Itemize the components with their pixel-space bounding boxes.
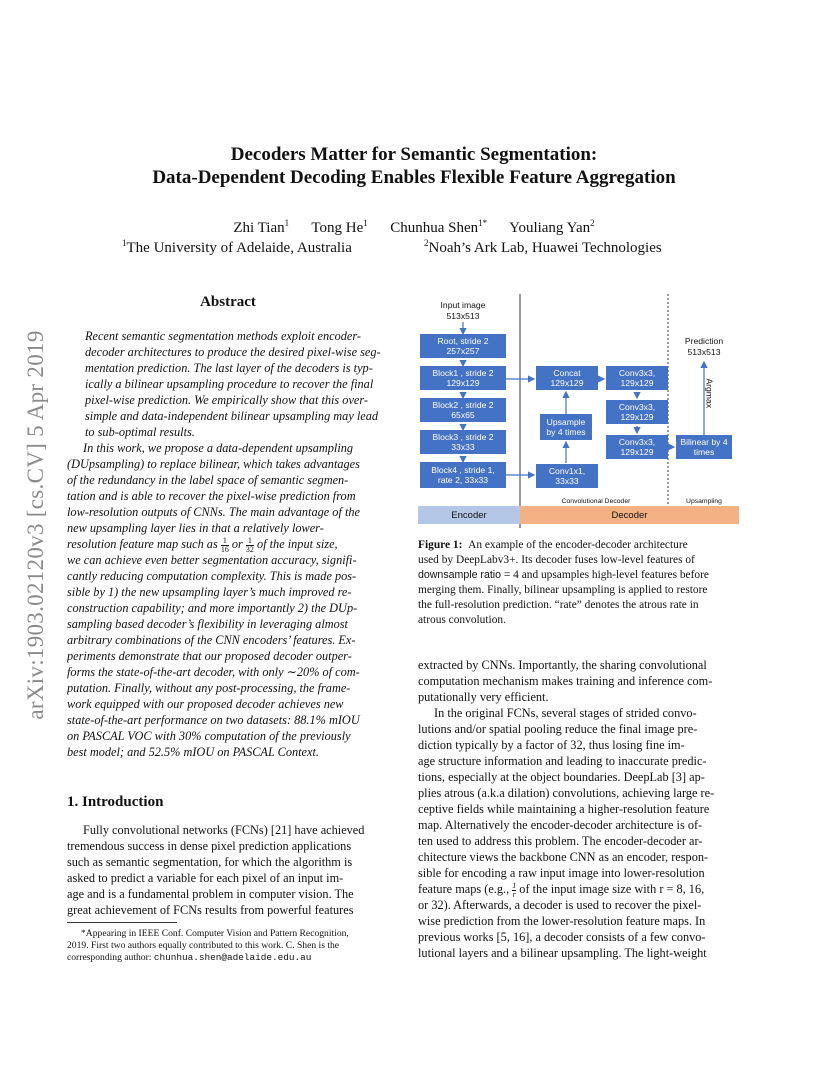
block-title: Conv3x3,	[618, 367, 656, 378]
text-line: construction capability; and more importantly 2) the DUp-	[67, 601, 358, 615]
fraction-denominator: 16	[220, 544, 229, 552]
block-size: 129x129	[620, 378, 654, 388]
author-sup: 2	[590, 218, 595, 228]
abstract-paragraph-2	[67, 440, 388, 536]
fraction-1-16	[221, 537, 229, 552]
author-name: Chunhua Shen	[390, 220, 479, 236]
abstract-body	[67, 328, 388, 760]
paper-title-line-2: Data-Dependent Decoding Enables Flexible Feature Aggregation	[152, 167, 676, 188]
text-line: ten used to address this problem. The encoder-decoder ar-	[418, 834, 703, 848]
caption-line	[418, 538, 739, 553]
right-paragraph-2	[418, 705, 739, 881]
text-fragment: or	[228, 537, 246, 551]
author-sup: 1	[363, 218, 368, 228]
text-line: diction typically by a factor of 32, thus losing fine im-	[418, 738, 685, 752]
abstract-paragraph-1	[67, 328, 388, 440]
text-line: chitecture views the backbone CNN as an encoder, respon-	[418, 850, 709, 864]
affiliation-sup: 2	[424, 238, 429, 248]
text-line: tation and is able to recover the pixel-wise prediction from	[67, 489, 356, 503]
text-line: In this work, we propose a data-dependent upsampling	[83, 441, 354, 455]
author-name: Youliang Yan	[509, 220, 591, 236]
footnote-text: corresponding author:	[67, 952, 154, 963]
decoder-bar: Decoder	[520, 506, 739, 524]
introduction-heading: 1. Introduction	[67, 794, 164, 810]
text-line: previous works [5, 16], a decoder consists of a few convo-	[418, 930, 706, 944]
introduction-body	[67, 822, 388, 918]
introduction-paragraph	[67, 822, 388, 918]
encoder-bar: Encoder	[418, 506, 520, 524]
upsample-block	[540, 414, 592, 440]
block-title: Block4 , stride 1,	[431, 464, 495, 475]
caption-line: used by DeepLabv3+. Its decoder fuses low-level features of	[418, 554, 695, 566]
block-title: Conv1x1,	[548, 465, 586, 476]
text-line: best model; and 52.5% mIOU on PASCAL Context.	[67, 745, 319, 759]
text-line: extracted by CNNs. Importantly, the sharing convolutional	[418, 658, 707, 672]
fraction-denominator: 32	[245, 544, 254, 552]
text-line: age structure information and leading to inaccurate predic-	[418, 754, 707, 768]
block-size: 129x129	[446, 378, 480, 388]
text-line: mentation prediction. The last layer of the decoders is typ-	[85, 361, 373, 375]
text-line: putationally very efficient.	[418, 690, 549, 704]
paper-title-line-1: Decoders Matter for Semantic Segmentation:	[230, 144, 598, 165]
author-name: Zhi Tian	[233, 220, 285, 236]
caption-text: An example of the encoder-decoder architecture	[468, 539, 688, 551]
text-line: age and is a fundamental problem in computer vision. The	[67, 887, 354, 901]
argmax-label: Argmax	[704, 378, 715, 409]
text-line: wise prediction from the lower-resolution feature maps. In	[418, 914, 706, 928]
text-fragment: of the input size,	[253, 537, 338, 551]
arxiv-id-text: arXiv:1903.02120v3 [cs.CV] 5 Apr 2019	[23, 330, 48, 720]
block-title: Block2 , stride 2	[432, 399, 494, 410]
fraction-denominator: r	[512, 889, 516, 897]
prediction-text: Prediction	[684, 336, 724, 346]
conv3x3-block-2	[606, 400, 668, 424]
fraction-numerator: 1	[512, 881, 517, 890]
arxiv-identifier	[14, 290, 58, 760]
encoder-block-1	[420, 366, 506, 390]
text-fragment: resolution feature map such as	[67, 537, 221, 551]
text-line: we can achieve even better segmentation accuracy, signifi-	[67, 553, 357, 567]
bilinear-block	[676, 435, 732, 459]
text-line: sible by 1) the new upsampling layer’s much improved re-	[67, 585, 352, 599]
text-line: work equipped with our proposed decoder achieves new	[67, 697, 344, 711]
affiliation-1	[122, 238, 352, 257]
block-title: Block1 , stride 2	[432, 367, 494, 378]
block-size: times	[693, 447, 715, 457]
text-line: such as semantic segmentation, for which the algorithm is	[67, 855, 353, 869]
input-size-text: 513x513	[446, 310, 480, 321]
text-line: tions, especially at the object boundaries. DeepLab [3] ap-	[418, 770, 705, 784]
text-fragment: of the input image size with r = 8, 16,	[516, 882, 705, 896]
right-paragraph-2-cont	[418, 897, 739, 961]
block-size: 33x33	[555, 476, 579, 486]
right-fraction-line	[418, 881, 739, 897]
text-line: Fully convolutional networks (FCNs) [21] have achieved	[83, 823, 365, 837]
author-list	[0, 218, 828, 237]
block-size: 129x129	[620, 447, 654, 457]
block-size: 33x33	[451, 442, 475, 452]
input-label-text: Input image	[440, 300, 486, 310]
text-line: ically a bilinear upsampling procedure to recover the final	[85, 377, 374, 391]
affiliation-2	[424, 238, 662, 257]
encoder-block-root	[420, 334, 506, 358]
text-line: cantly reducing computation complexity. This is made pos-	[67, 569, 357, 583]
text-line: In the original FCNs, several stages of strided convo-	[434, 706, 697, 720]
caption-line: merging them. Finally, bilinear upsampling is applied to restore	[418, 584, 708, 596]
abstract-heading: Abstract	[200, 294, 256, 310]
footnote-line	[67, 952, 388, 964]
text-line: map. Alternatively the encoder-decoder architecture is of-	[418, 818, 703, 832]
text-line: decoder architectures to produce the desired pixel-wise seg-	[85, 345, 381, 359]
block-title: Concat	[553, 367, 581, 378]
caption-line	[418, 568, 739, 583]
text-line: Recent semantic segmentation methods exploit encoder-	[85, 329, 362, 343]
text-line: forms the state-of-the-art decoder, with only ∼20% of com-	[67, 665, 360, 679]
text-line: lutional layers and a bilinear upsampling. The light-weight	[418, 946, 707, 960]
figure-1-caption	[418, 538, 739, 628]
block-title: Upsample	[546, 416, 586, 427]
upsampling-label: Upsampling	[686, 498, 722, 505]
author-sup: 1*	[478, 218, 488, 228]
affiliation-sup: 1	[122, 238, 127, 248]
prediction-label	[672, 336, 736, 357]
block-title: Block3 , stride 2	[432, 431, 494, 442]
block-size: 257x257	[446, 346, 480, 356]
block-title: Conv3x3,	[618, 436, 656, 447]
footnote-line: 2019. First two authors equally contributed to this work. C. Shen is the	[67, 940, 340, 951]
block-size: 129x129	[550, 378, 584, 388]
text-line: new upsampling layer lies in that a relatively lower-	[67, 521, 324, 535]
text-line: asked to predict a variable for each pixel of an input im-	[67, 871, 344, 885]
footnote-line: *Appearing in IEEE Conf. Computer Vision and Pattern Recognition,	[81, 928, 349, 939]
text-line: plies atrous (a.k.a dilation) convolutions, achieving large re-	[418, 786, 715, 800]
text-line: putation. Finally, without any post-processing, the frame-	[67, 681, 351, 695]
prediction-size: 513x513	[687, 346, 721, 357]
caption-text: = 4 and upsamples high-level features before	[501, 569, 709, 581]
conv3x3-block-3	[606, 435, 668, 459]
text-line: pixel-wise prediction. We empirically show that this over-	[85, 393, 368, 407]
text-line: sampling based decoder’s flexibility in leveraging almost	[67, 617, 348, 631]
block-title: Bilinear by 4	[680, 436, 728, 447]
caption-code: downsample ratio	[418, 569, 502, 581]
caption-line: atrous convolution.	[418, 614, 506, 626]
fraction-numerator: 1	[247, 536, 252, 545]
text-line: of the redundancy in the label space of semantic segmen-	[67, 473, 349, 487]
figure-1-diagram	[418, 292, 739, 528]
convolutional-decoder-label: Convolutional Decoder	[561, 498, 631, 505]
conv1x1-block	[536, 464, 598, 488]
text-line: periments demonstrate that our proposed decoder outper-	[67, 649, 352, 663]
conv3x3-block-1	[606, 366, 668, 390]
text-line: sible for encoding a raw input image into lower-resolution	[418, 866, 705, 880]
concat-block	[536, 366, 598, 390]
abstract-fraction-line	[67, 536, 388, 552]
right-column-body	[418, 657, 739, 961]
text-line: lutions and/or spatial pooling reduce the final image pre-	[418, 722, 698, 736]
block-title: Conv3x3,	[618, 401, 656, 412]
block-size: 65x65	[451, 410, 475, 420]
author-sup: 1	[284, 218, 290, 228]
text-line: low-resolution outputs of CNNs. The main advantage of the	[67, 505, 360, 519]
block-title: Root, stride 2	[437, 335, 489, 346]
encoder-block-2	[420, 398, 506, 422]
abstract-paragraph-2-cont	[67, 552, 388, 760]
block-size: rate 2, 33x33	[437, 475, 489, 485]
affiliation-text: Noah’s Ark Lab, Huawei Technologies	[428, 240, 662, 256]
fraction-numerator: 1	[222, 536, 227, 545]
input-image-label	[428, 300, 498, 321]
text-line: ceptive fields while maintaining a higher-resolution feature	[418, 802, 710, 816]
right-paragraph-1	[418, 657, 739, 705]
text-line: or 32). Afterwards, a decoder is used to recover the pixel-	[418, 898, 702, 912]
text-line: computation mechanism makes training and inference com-	[418, 674, 713, 688]
text-line: arbitrary combinations of the CNN encoders’ features. Ex-	[67, 633, 356, 647]
encoder-block-4	[420, 462, 506, 488]
caption-label: Figure 1:	[418, 539, 463, 551]
text-line: simple and data-independent bilinear upsampling may lead	[85, 409, 379, 423]
affiliation-text: The University of Adelaide, Australia	[126, 240, 352, 256]
caption-line: the full-resolution prediction. “rate” denotes the atrous rate in	[418, 599, 699, 611]
footnote-divider	[67, 922, 177, 923]
text-line: great achievement of FCNs results from powerful features	[67, 903, 354, 917]
block-size: 129x129	[620, 412, 654, 422]
text-line: state-of-the-art performance on two datasets: 88.1% mIOU	[67, 713, 360, 727]
text-line: tremendous success in dense pixel prediction applications	[67, 839, 352, 853]
encoder-block-3	[420, 430, 506, 454]
footnote	[67, 928, 388, 964]
text-line: to sub-optimal results.	[85, 425, 195, 439]
footnote-email: chunhua.shen@adelaide.edu.au	[153, 952, 312, 963]
text-line: on PASCAL VOC with 30% computation of the previously	[67, 729, 351, 743]
block-size: by 4 times	[546, 427, 586, 437]
text-fragment: feature maps (e.g.,	[418, 882, 513, 896]
text-line: (DUpsampling) to replace bilinear, which takes advantages	[67, 457, 360, 471]
fraction-1-32	[246, 537, 254, 552]
author-name: Tong He	[311, 220, 364, 236]
